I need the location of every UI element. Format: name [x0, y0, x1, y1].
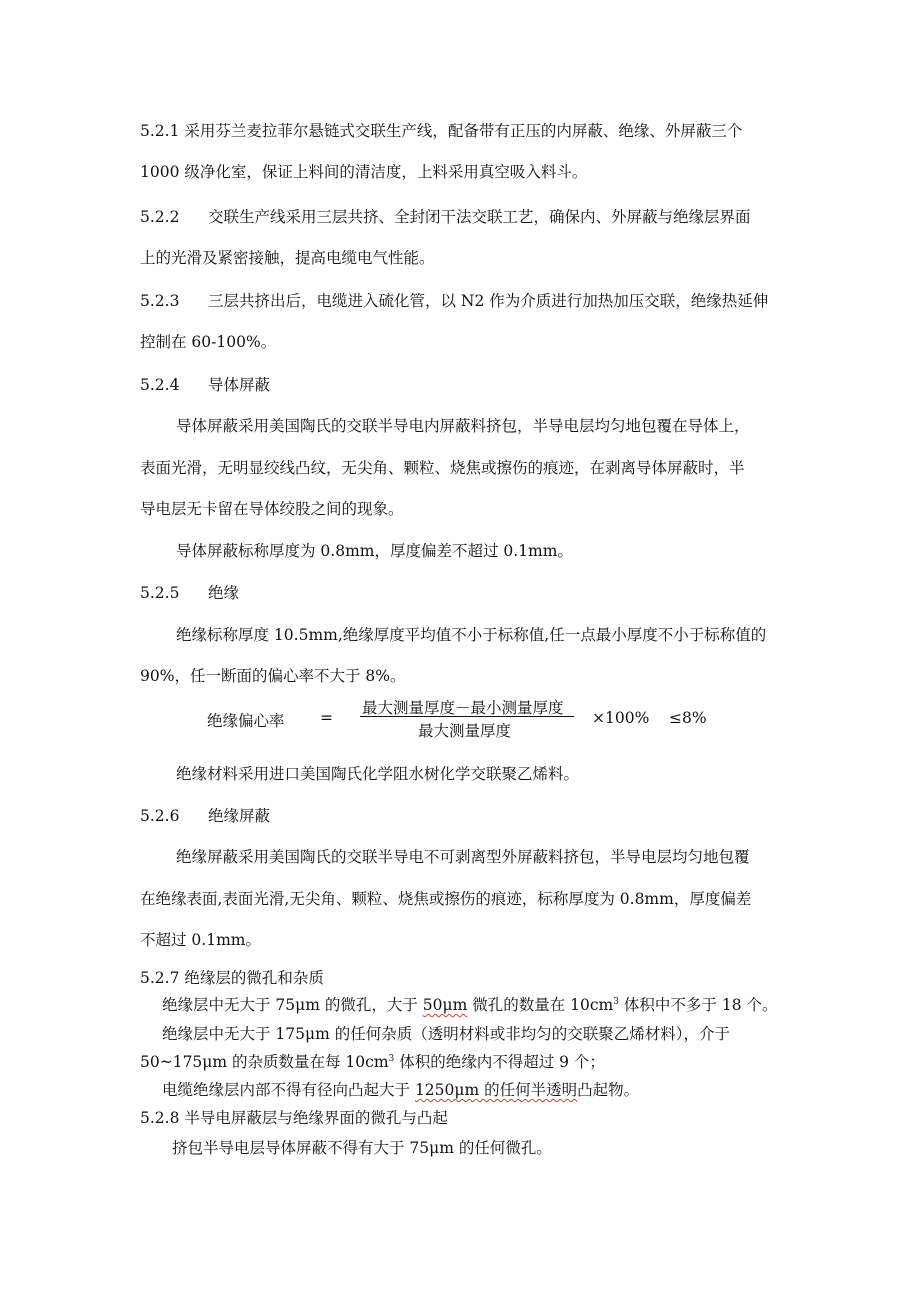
text-run: 50~175μm 的杂质数量在每 10cm — [140, 1053, 389, 1071]
spellcheck-flag: 50μm — [422, 996, 468, 1014]
text-run: 体积中不多于 18 个。 — [618, 996, 778, 1014]
para-5-2-8: 挤包半导电层导体屏蔽不得有大于 75μm 的任何微孔。 — [172, 1139, 552, 1157]
text-run: 微孔的数量在 10cm — [467, 996, 614, 1014]
superscript: 3 — [388, 1053, 395, 1064]
para-5-2-3-line-2: 控制在 60-100%。 — [140, 333, 277, 351]
formula-numerator: 最大测量厚度－最小测量厚度 — [362, 699, 564, 717]
text-run: 凸起物。 — [577, 1081, 640, 1099]
text-run: 电缆绝缘层内部不得有径向凸起大于 — [162, 1081, 415, 1099]
eccentricity-formula — [0, 694, 920, 742]
section-number: 5.2.6 — [140, 807, 180, 825]
para-5-2-4-a-line-3: 导电层无卡留在导体绞股之间的现象。 — [140, 500, 404, 518]
formula-equals: = — [320, 709, 333, 727]
para-5-2-6-line-3: 不超过 0.1mm。 — [140, 931, 261, 949]
para-5-2-7-b-line-1: 绝缘层中无大于 175μm 的任何杂质（透明材料或非均匀的交联聚乙烯材料），介于 — [162, 1025, 730, 1043]
heading-5-2-6 — [140, 806, 270, 826]
heading-5-2-4 — [140, 375, 270, 395]
superscript: 3 — [613, 996, 619, 1007]
heading-5-2-5 — [140, 583, 239, 603]
section-title: 绝缘屏蔽 — [208, 807, 271, 825]
section-number: 5.2.4 — [140, 376, 180, 394]
formula-label: 绝缘偏心率 — [207, 712, 285, 730]
formula-limit: ≤8% — [669, 709, 707, 727]
para-5-2-4-a-line-2: 表面光滑，无明显绞线凸纹，无尖角、颗粒、烧焦或擦伤的痕迹，在剥离导体屏蔽时，半 — [140, 459, 745, 477]
section-text: 交联生产线采用三层共挤、全封闭干法交联工艺，确保内、外屏蔽与绝缘层界面 — [208, 208, 751, 226]
para-5-2-6-line-1: 绝缘屏蔽采用美国陶氏的交联半导电不可剥离型外屏蔽料挤包，半导电层均匀地包覆 — [176, 848, 750, 866]
text-run: 体积的绝缘内不得超过 9 个； — [394, 1053, 605, 1071]
para-5-2-7-c — [162, 1080, 639, 1100]
section-number: 5.2.2 — [140, 208, 180, 226]
para-5-2-5-a-line-2: 90%，任一断面的偏心率不大于 8%。 — [140, 667, 406, 685]
text-run: 绝缘层中无大于 75μm 的微孔，大于 — [162, 996, 423, 1014]
para-5-2-2-line-1 — [140, 207, 751, 227]
para-5-2-5-a-line-1: 绝缘标称厚度 10.5mm,绝缘厚度平均值不小于标称值,任一点最小厚度不小于标称值的 — [176, 626, 767, 644]
para-5-2-3-line-1 — [140, 291, 768, 311]
para-5-2-1-line-1: 5.2.1 采用芬兰麦拉菲尔悬链式交联生产线，配备带有正压的内屏蔽、绝缘、外屏蔽三个 — [140, 122, 743, 140]
heading-5-2-7: 5.2.7 绝缘层的微孔和杂质 — [140, 969, 324, 987]
section-title: 绝缘 — [208, 584, 240, 602]
para-5-2-6-line-2: 在绝缘表面,表面光滑,无尖角、颗粒、烧焦或擦伤的痕迹，标称厚度为 0.8mm，厚度偏差 — [140, 890, 752, 908]
para-5-2-5-b: 绝缘材料采用进口美国陶氏化学阻水树化学交联聚乙烯料。 — [176, 765, 580, 783]
para-5-2-4-b: 导体屏蔽标称厚度为 0.8mm，厚度偏差不超过 0.1mm。 — [176, 542, 573, 560]
section-number: 5.2.3 — [140, 292, 180, 310]
para-5-2-7-b-line-2 — [140, 1052, 605, 1072]
para-5-2-4-a-line-1: 导体屏蔽采用美国陶氏的交联半导电内屏蔽料挤包，半导电层均匀地包覆在导体上， — [176, 417, 750, 435]
para-5-2-2-line-2: 上的光滑及紧密接触，提高电缆电气性能。 — [140, 249, 435, 267]
formula-denominator: 最大测量厚度 — [418, 722, 512, 740]
section-text: 三层共挤出后，电缆进入硫化管，以 N2 作为介质进行加热加压交联，绝缘热延伸 — [208, 292, 769, 310]
para-5-2-7-a — [162, 995, 778, 1015]
para-5-2-1-line-2: 1000 级净化室，保证上料间的清洁度，上料采用真空吸入料斗。 — [140, 163, 588, 181]
fraction-bar — [360, 716, 574, 717]
section-number: 5.2.5 — [140, 584, 180, 602]
heading-5-2-8: 5.2.8 半导电屏蔽层与绝缘界面的微孔与凸起 — [140, 1109, 448, 1127]
formula-multiplier: ×100% — [592, 709, 650, 727]
spellcheck-flag: 1250μm 的任何半透明 — [414, 1081, 578, 1099]
section-title: 导体屏蔽 — [208, 376, 271, 394]
